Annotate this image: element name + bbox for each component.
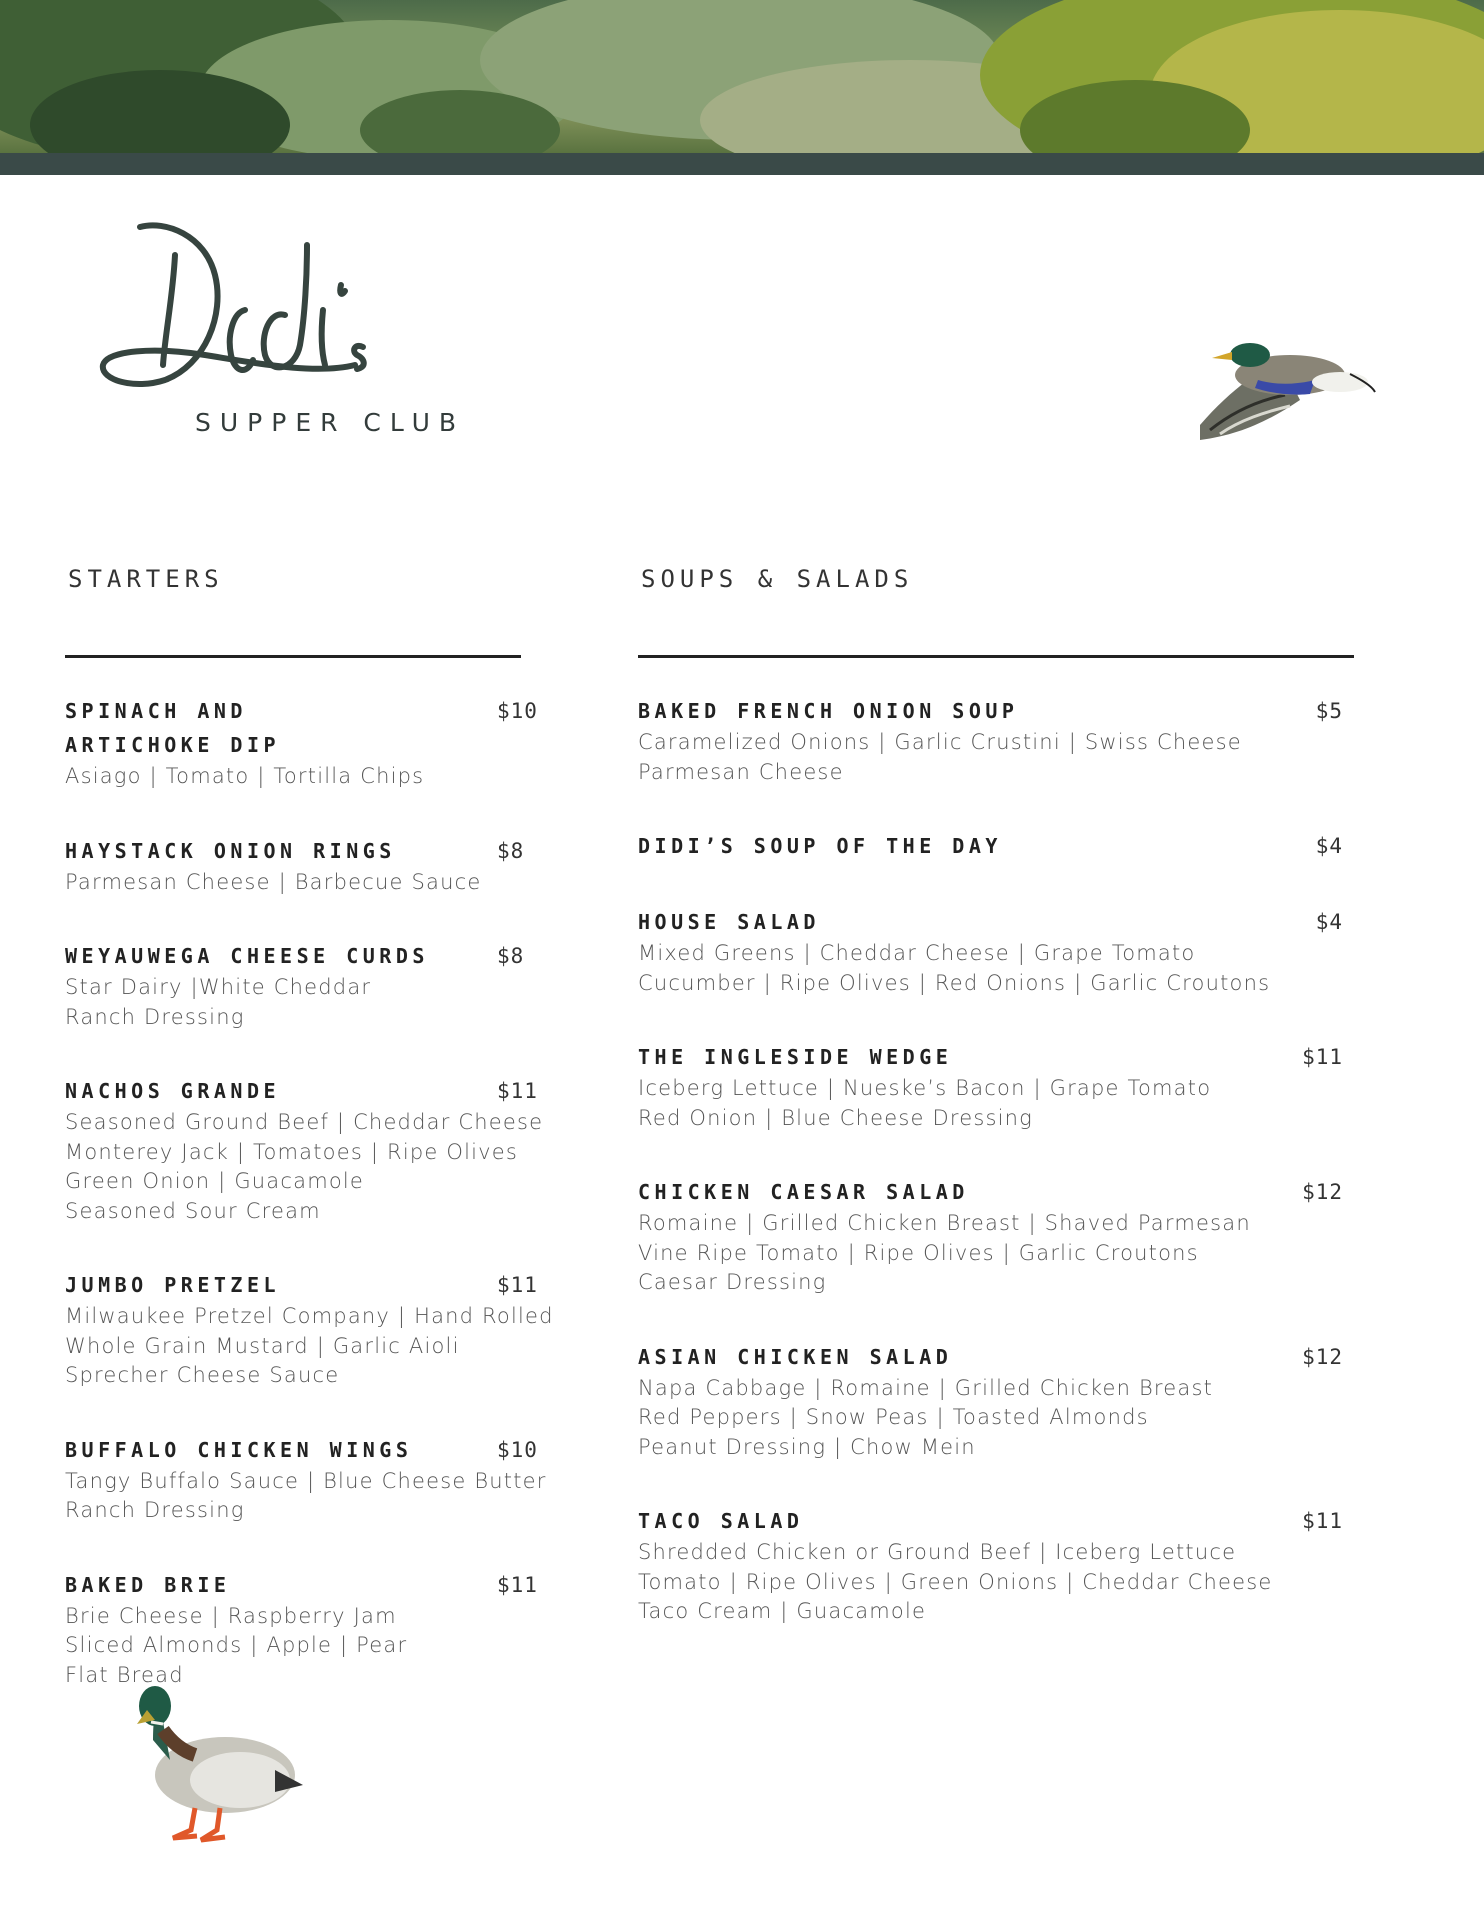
menu-item-description: Whole Grain Mustard | Garlic Aioli — [65, 1333, 460, 1358]
menu-item-description: Milwaukee Pretzel Company | Hand Rolled — [65, 1304, 554, 1328]
menu-item-name: JUMBO PRETZEL — [65, 1273, 281, 1297]
menu-item-description: Sliced Almonds | Apple | Pear — [65, 1633, 408, 1657]
menu-item-price: $11 — [1302, 1045, 1343, 1069]
section-title-starters: STARTERS — [68, 565, 224, 593]
menu-item — [65, 939, 540, 1032]
menu-item-description: Caesar Dressing — [638, 1270, 827, 1294]
menu-item-name: THE INGLESIDE WEDGE — [638, 1045, 953, 1069]
menu-item-name: ARTICHOKE DIP — [65, 733, 281, 757]
menu-item-name: BUFFALO CHICKEN WINGS — [65, 1437, 413, 1462]
menu-item-description: Tangy Buffalo Sauce | Blue Cheese Butter — [65, 1468, 547, 1493]
menu-item — [638, 694, 1353, 787]
menu-item-description: Sprecher Cheese Sauce — [65, 1363, 340, 1387]
header-landscape-painting — [0, 0, 1484, 153]
menu-item-price: $8 — [497, 838, 525, 863]
starters-section — [65, 565, 554, 1732]
soups-salads-items — [638, 694, 1353, 1627]
menu-item — [638, 905, 1353, 998]
menu-item-name: SPINACH AND — [65, 699, 247, 723]
menu-item-price: $11 — [1302, 1509, 1343, 1533]
menu-item-description: Star Dairy |White Cheddar — [65, 975, 372, 999]
menu-item-name: CHICKEN CAESAR SALAD — [638, 1180, 969, 1204]
menu-item-description: Monterey Jack | Tomatoes | Ripe Olives — [65, 1139, 519, 1164]
menu-item-name: TACO SALAD — [638, 1509, 804, 1533]
menu-item-price: $5 — [1315, 699, 1343, 723]
menu-item-price: $4 — [1315, 834, 1343, 858]
menu-item-description: Parmesan Cheese | Barbecue Sauce — [65, 869, 482, 894]
menu-item-price: $11 — [497, 1273, 538, 1297]
menu-item-price: $12 — [1302, 1180, 1343, 1204]
menu-item — [638, 1040, 1353, 1133]
menu-item-price: $11 — [497, 1079, 538, 1103]
menu-item-description: Iceberg Lettuce | Nueske’s Bacon | Grape Tomato — [638, 1076, 1212, 1100]
menu-item-description: Ranch Dressing — [65, 1498, 245, 1522]
menu-item-name: WEYAUWEGA CHEESE CURDS — [65, 944, 429, 968]
menu-item-description: Caramelized Onions | Garlic Crustini | Swiss Cheese — [638, 730, 1242, 754]
menu-item-price: $11 — [497, 1572, 538, 1597]
menu-item-description: Ranch Dressing — [65, 1004, 245, 1029]
menu-item-name: HOUSE SALAD — [638, 910, 820, 934]
menu-item-name: DIDI’S SOUP OF THE DAY — [638, 834, 1002, 858]
menu-item-description: Flat Bread — [65, 1662, 184, 1687]
menu-item — [65, 1074, 544, 1226]
menu-item — [638, 1504, 1353, 1627]
menu-item-name: BAKED FRENCH ONION SOUP — [638, 699, 1019, 723]
menu-item — [65, 834, 540, 898]
menu-item-description: Romaine | Grilled Chicken Breast | Shaved Parmesan — [638, 1211, 1251, 1235]
menu-item-description: Brie Cheese | Raspberry Jam — [65, 1603, 397, 1628]
menu-item-description: Green Onion | Guacamole — [65, 1169, 365, 1193]
flying-mallard-illustration — [1140, 330, 1380, 445]
menu-item-description: Peanut Dressing | Chow Mein — [638, 1434, 976, 1459]
menu-item-description: Asiago | Tomato | Tortilla Chips — [65, 764, 425, 788]
menu-item-description: Taco Cream | Guacamole — [638, 1599, 927, 1623]
starters-items — [65, 694, 554, 1690]
menu-item — [638, 1340, 1353, 1463]
menu-item-description: Red Onion | Blue Cheese Dressing — [638, 1105, 1033, 1130]
menu-item — [65, 1268, 554, 1391]
menu-item-description: Shredded Chicken or Ground Beef | Iceberg Lettuce — [638, 1540, 1237, 1564]
menu-item-description: Seasoned Sour Cream — [65, 1198, 321, 1223]
menu-item-price: $12 — [1302, 1344, 1343, 1369]
menu-item-description: Seasoned Ground Beef | Cheddar Cheese — [65, 1110, 544, 1134]
menu-item-description: Napa Cabbage | Romaine | Grilled Chicken Breast — [638, 1375, 1214, 1400]
menu-item-description: Vine Ripe Tomato | Ripe Olives | Garlic Croutons — [638, 1240, 1199, 1265]
menu-item-description: Parmesan Cheese — [638, 759, 844, 784]
section-title-soups-salads: SOUPS & SALADS — [641, 565, 914, 593]
menu-item-price: $8 — [497, 944, 525, 968]
menu-item-description: Tomato | Ripe Olives | Green Onions | Cheddar Cheese — [638, 1569, 1273, 1594]
menu-item-name: HAYSTACK ONION RINGS — [65, 838, 396, 863]
menu-item — [65, 694, 540, 792]
menu-item-name: BAKED BRIE — [65, 1572, 231, 1597]
soups-salads-section — [638, 565, 1353, 1669]
menu-item-price: $4 — [1315, 910, 1343, 934]
logo-subtitle: SUPPER CLUB — [195, 408, 466, 437]
header-band — [0, 153, 1484, 175]
menu-item-description: Cucumber | Ripe Olives | Red Onions | Garlic Croutons — [638, 970, 1271, 995]
section-divider — [638, 655, 1354, 658]
menu-item-description: Red Peppers | Snow Peas | Toasted Almonds — [638, 1405, 1149, 1429]
menu-item — [65, 1568, 540, 1691]
menu-item-description: Mixed Greens | Cheddar Cheese | Grape Tomato — [638, 941, 1196, 965]
menu-item-name: ASIAN CHICKEN SALAD — [638, 1344, 953, 1369]
menu-item-price: $10 — [497, 1437, 538, 1462]
section-divider — [65, 655, 521, 658]
menu-item — [638, 829, 1353, 863]
menu-item — [65, 1433, 547, 1526]
menu-item-name: NACHOS GRANDE — [65, 1079, 281, 1103]
menu-item — [638, 1175, 1353, 1298]
menu-item-price: $10 — [497, 699, 538, 723]
